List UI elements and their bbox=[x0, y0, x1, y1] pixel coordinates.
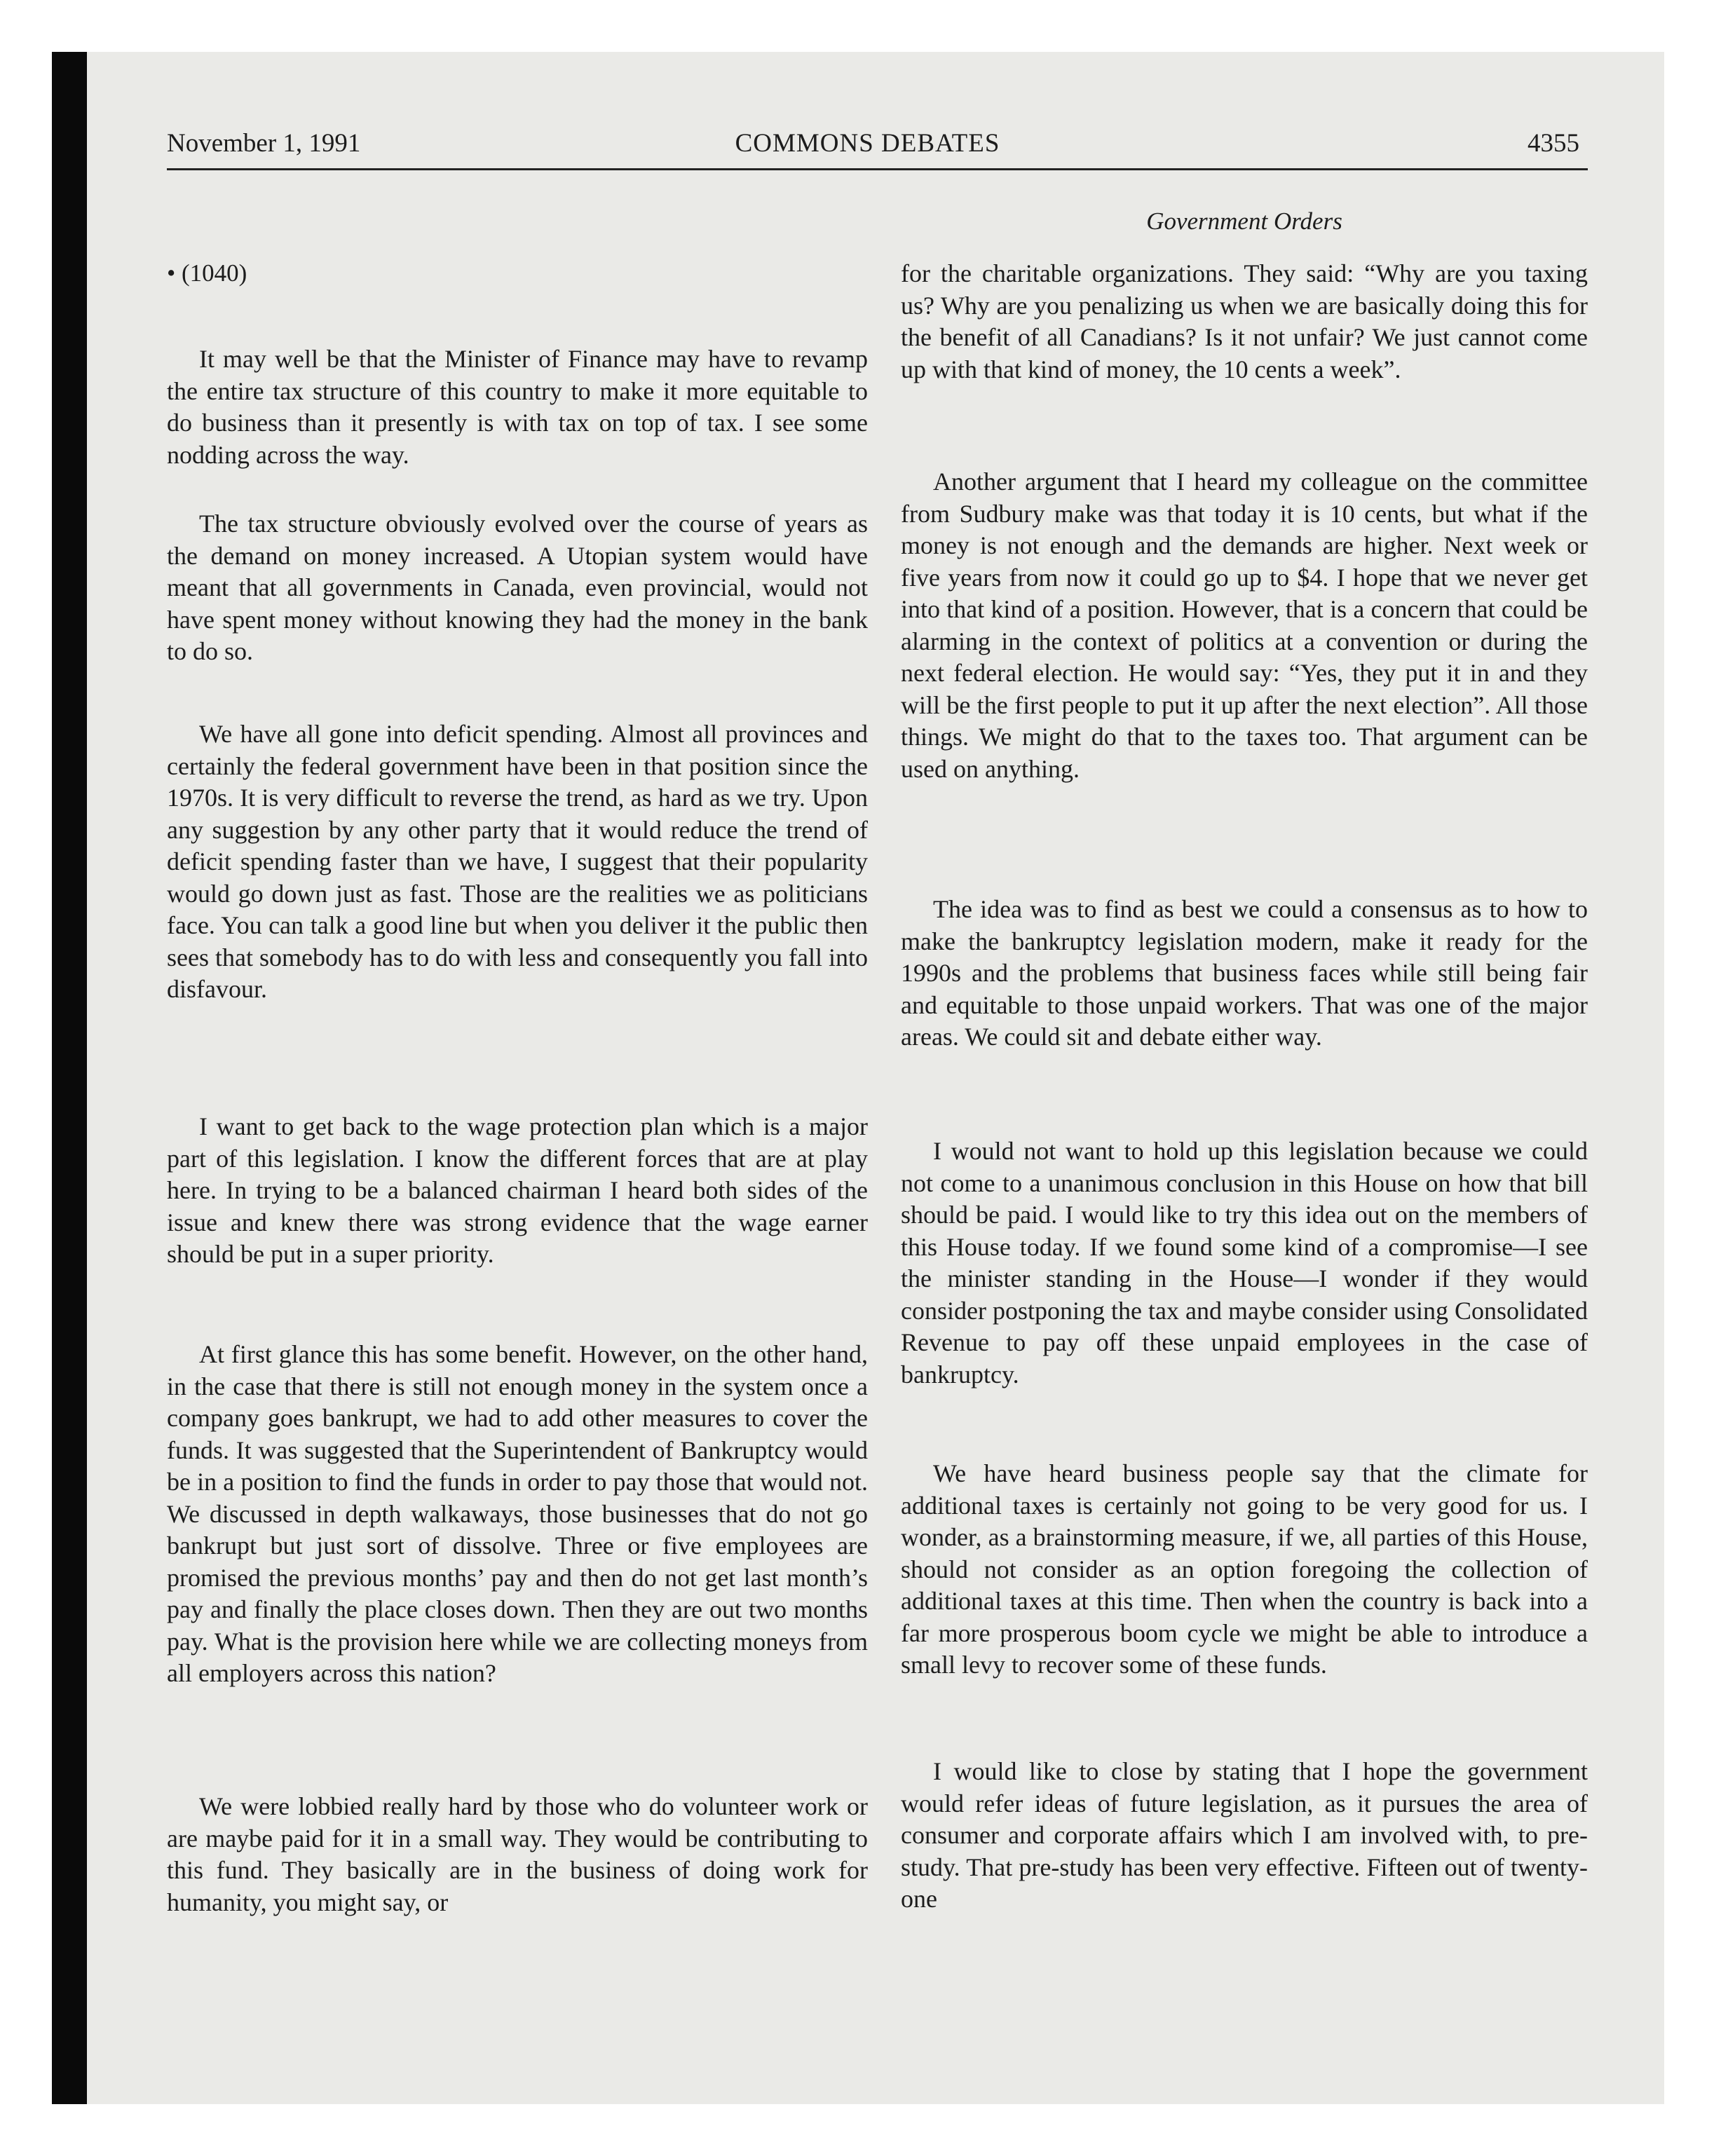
paragraph: At first glance this has some benefit. However, on the other hand, in the case that there is still not enough money in the system once a company goes bankrupt, we had to add other measures to cover the funds. It was suggested that the Superintendent of Bankruptcy would be in a position to find the funds in order to pay those that would not. We discussed in depth walkaways, those businesses that do not go bankrupt but just sort of dissolve. Three or five employees are promised the previous months’ pay and then do not get last month’s pay and finally the place closes down. Then they are out two months pay. What is the provision here while we are collecting moneys from all employers across this nation? bbox=[167, 1340, 868, 1687]
page-number: 4355 bbox=[1528, 129, 1579, 158]
paragraph: It may well be that the Minister of Finance may have to revamp the entire tax structure of this country to make it more equitable to do business than it presently is with tax on top of tax. I see some nodding across the way. bbox=[167, 345, 868, 469]
time-stamp: • (1040) bbox=[167, 259, 247, 287]
paragraph: Another argument that I heard my colleague on the committee from Sudbury make was that today it is 10 cents, but what if the money is not enough and the demands are higher. Next week or five years from now it could go up to $4. I hope that we never get into that kind of a position. However, that is a concern that could be alarming in the context of politics at a convention or during the next federal election. He would say: “Yes, they put it in and they will be the first people to put it up after the next election”. All those things. We might do that to the taxes too. That argument can be used on anything. bbox=[901, 468, 1588, 783]
paragraph: The idea was to find as best we could a consensus as to how to make the bankruptcy legislation modern, make it ready for the 1990s and the problems that business faces while still being fair and equitable to those unpaid workers. That was one of the major areas. We could sit and debate either way. bbox=[901, 895, 1588, 1051]
paragraph: I want to get back to the wage protection plan which is a major part of this legislation. I know the different forces that are at play here. In trying to be a balanced chairman I heard both sides of the issue and knew there was strong evidence that the wage earner should be put in a super priority. bbox=[167, 1112, 868, 1268]
header-title: COMMONS DEBATES bbox=[735, 129, 1000, 158]
paragraph: We have all gone into deficit spending. Almost all provinces and certainly the federal government have been in that position since the 1970s. It is very difficult to reverse the trend, as hard as we try. Upon any suggestion by any other party that it would reduce the trend of deficit spending faster than we have, I suggest that their popularity would go down just as fast. Those are the realities we as politicians face. You can talk a good line but when you deliver it the public then sees that somebody has to do with less and consequently you fall into disfavour. bbox=[167, 720, 868, 1003]
paragraph: for the charitable organizations. They said: “Why are you taxing us? Why are you penalizing us when we are basically doing this for the benefit of all Canadians? Is it not unfair? We just cannot come up with that kind of money, the 10 cents a week”. bbox=[901, 259, 1588, 383]
header-date: November 1, 1991 bbox=[167, 129, 361, 158]
section-title: Government Orders bbox=[1146, 207, 1342, 235]
paragraph: We have heard business people say that the climate for additional taxes is certainly not going to be very good for us. I wonder, as a brainstorming measure, if we, all parties of this House, should not consider as an option foregoing the collection of additional taxes at this time. Then when the country is back into a far more prosperous boom cycle we might be able to introduce a small levy to recover some of these funds. bbox=[901, 1459, 1588, 1679]
paragraph: The tax structure obviously evolved over the course of years as the demand on money increased. A Utopian system would have meant that all governments in Canada, even provincial, would not have spent money without knowing they had the money in the bank to do so. bbox=[167, 510, 868, 665]
paragraph: I would like to close by stating that I hope the government would refer ideas of future legislation, as it pursues the area of consumer and corporate affairs which I am involved with, to pre-study. That pre-study has been very effective. Fifteen out of twenty-one bbox=[901, 1757, 1588, 1913]
paragraph: We were lobbied really hard by those who do volunteer work or are maybe paid for it in a small way. They would be contributing to this fund. They basically are in the business of doing work for humanity, you might say, or bbox=[167, 1792, 868, 1916]
header-rule bbox=[167, 168, 1588, 170]
paragraph: I would not want to hold up this legislation because we could not come to a unanimous conclusion in this House on how that bill should be paid. I would like to try this idea out on the members of this House today. If we found some kind of a compromise—I see the minister standing in the House—I wonder if they would consider postponing the tax and maybe consider using Consolidated Revenue to pay off these unpaid employees in the case of bankruptcy. bbox=[901, 1137, 1588, 1389]
scan-binding-edge bbox=[52, 52, 87, 2104]
